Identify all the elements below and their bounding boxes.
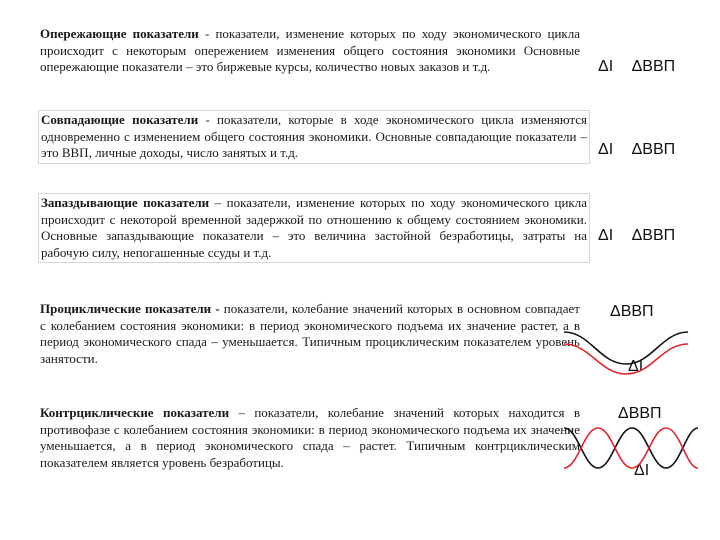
term-procyclical: Проциклические показатели -	[40, 301, 220, 316]
delta-gdp-label: ΔВВП	[631, 141, 676, 158]
delta-i-label: ΔI	[598, 141, 614, 158]
countercyclical-indicators-paragraph	[40, 405, 580, 471]
delta-i-label: ΔI	[598, 58, 614, 75]
countercyclical-gdp-label: ΔВВП	[618, 405, 662, 422]
countercyclical-waves-diagram	[562, 420, 702, 480]
gdp-wave-line	[564, 332, 688, 364]
delta-i-label: ΔI	[598, 227, 614, 244]
delta-gdp-label: ΔВВП	[631, 58, 676, 75]
procyclical-waves-diagram	[562, 322, 692, 382]
indicator-wave-line	[564, 344, 688, 374]
coincident-indicators-labels	[598, 141, 675, 159]
lagging-indicators-paragraph	[38, 193, 590, 263]
leading-indicators-labels	[598, 58, 675, 76]
term-lagging: Запаздывающие показатели	[41, 195, 210, 210]
definition-countercyclical: – показатели, колебание значений которых находится в противофазе с колебанием состояния экономики: в период экономического подъема их значение уменьшается, а в период экономического спада – растет. Типичным контрциклическим показателем является уровень безработицы.	[40, 405, 580, 470]
term-countercyclical: Контрциклические показатели	[40, 405, 230, 420]
coincident-indicators-paragraph	[38, 110, 590, 164]
procyclical-delta-i-label: ΔI	[628, 358, 644, 375]
indicator-wave-line	[564, 428, 698, 468]
procyclical-indicators-paragraph	[40, 301, 580, 367]
term-coincident: Совпадающие показатели	[41, 112, 199, 127]
procyclical-gdp-label: ΔВВП	[610, 303, 654, 320]
definition-coincident: - показатели, которые в ходе экономического цикла изменяются одновременно с изменением общего состояния экономики. Основные совпадающие показатели – это ВВП, личные доходы, число занятых и т.д.	[41, 112, 587, 161]
lagging-indicators-labels	[598, 227, 675, 245]
delta-gdp-label: ΔВВП	[631, 227, 676, 244]
leading-indicators-paragraph	[40, 26, 580, 76]
term-leading: Опережающие показатели	[40, 26, 199, 41]
definition-lagging: – показатели, изменение которых по ходу экономического цикла происходит с некоторой временной задержкой по отношению к общему состоянием экономики. Основные запаздывающие показатели – это величина застойной безработицы, затраты на рабочую силу, непогашенные ссуды и т.д.	[41, 195, 587, 260]
countercyclical-delta-i-label: ΔI	[634, 462, 650, 479]
gdp-wave-line	[564, 428, 698, 468]
definition-procyclical: показатели, колебание значений которых в основном совпадает с колебанием состояния экономики: в период экономического подъема их значение растет, а в период экономического спада – уменьшается. Типичным проциклическим показателем уровень занятости.	[40, 301, 580, 366]
definition-leading: - показатели, изменение которых по ходу экономического цикла происходит с некоторым опережением изменения общего состояния экономики Основные опережающие показатели – это биржевые курсы, количество новых заказов и т.д.	[40, 26, 580, 75]
